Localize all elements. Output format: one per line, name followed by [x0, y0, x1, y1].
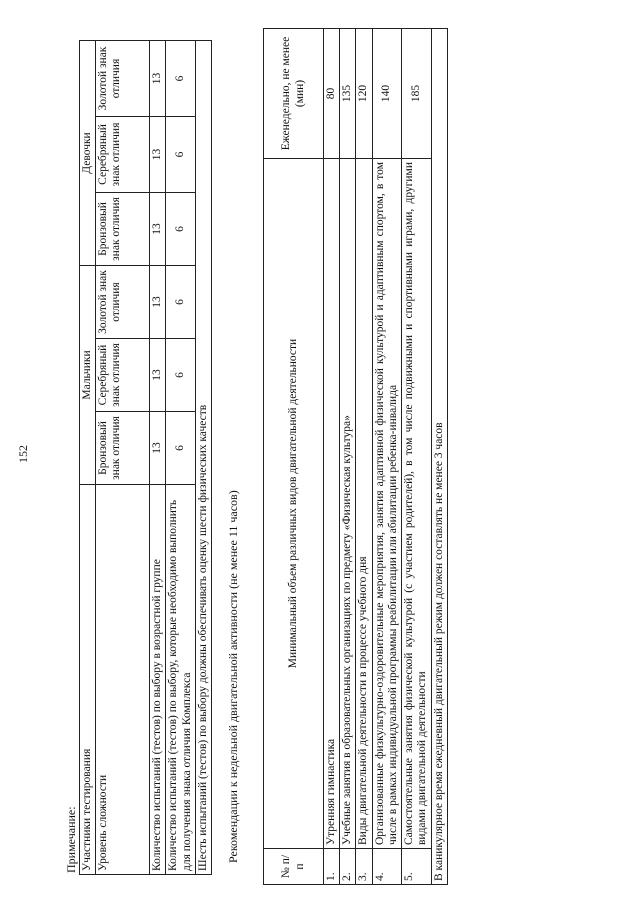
table-row: [150, 40, 166, 874]
col-header-activity: Минимальный объем различных видов двигательной деятельности: [264, 159, 324, 849]
table-cell: 6: [166, 339, 195, 412]
table-cell: 6: [166, 192, 195, 265]
row-label: Количество испытаний (тестов) по выбору в возрастной группе: [150, 485, 166, 875]
table-cell: 6: [166, 40, 195, 116]
table-row: [166, 40, 195, 874]
row-number: 2.: [340, 849, 356, 885]
row-activity: Виды двигательной деятельности в процессе учебного дня: [356, 159, 372, 849]
row-value: 135: [340, 29, 356, 159]
activity-table: [263, 28, 448, 885]
table-cell: 6: [166, 265, 195, 338]
level-header-silver: Серебряный знак отличия: [96, 116, 150, 192]
level-header-gold: Золотой знак отличия: [96, 40, 150, 116]
level-header-gold: Золотой знак отличия: [96, 265, 150, 338]
table-cell: 13: [150, 116, 166, 192]
row-value: 140: [372, 29, 401, 159]
table-footer-note: В каникулярное время ежедневный двигательный режим должен составлять не менее 3 часов: [431, 29, 447, 885]
table-row: [356, 29, 372, 885]
table-row: [324, 29, 340, 885]
table-cell: 13: [150, 339, 166, 412]
row-activity: Утренняя гимнастика: [324, 159, 340, 849]
table-cell: 6: [166, 116, 195, 192]
level-header-bronze: Бронзовый знак отличия: [96, 192, 150, 265]
row-value: 120: [356, 29, 372, 159]
group-header-girls: Девочки: [80, 40, 96, 265]
row-number: 5.: [402, 849, 431, 885]
group-header-boys: Мальчики: [80, 265, 96, 484]
notes-label: Примечание:: [64, 806, 78, 873]
testing-table: [79, 40, 212, 875]
col-header-weekly: Еженедельно, не менее (мин): [264, 29, 324, 159]
row-activity: Учебные занятия в образовательных организациях по предмету «Физическая культура»: [340, 159, 356, 849]
row-number: 3.: [356, 849, 372, 885]
level-header-silver: Серебряный знак отличия: [96, 339, 150, 412]
row-value: 80: [324, 29, 340, 159]
table-row: [372, 29, 401, 885]
row-label: Количество испытаний (тестов) по выбору, которые необходимо выполнить для получения знака отличия Комплекса: [166, 485, 195, 875]
table-cell: 13: [150, 412, 166, 485]
table-cell: 13: [150, 40, 166, 116]
table-row: [340, 29, 356, 885]
row-number: 1.: [324, 849, 340, 885]
table-footer-note: Шесть испытаний (тестов) по выбору должны обеспечивать оценку шести физических качеств: [195, 40, 211, 874]
table-cell: 6: [166, 412, 195, 485]
table-row: [402, 29, 431, 885]
row-activity: Самостоятельные занятия физической культурой (с участием родителей), в том числе подвижными и спортивными играми, другими видами двигательной деятельности: [402, 159, 431, 849]
col-header-number: № п/п: [264, 849, 324, 885]
level-header-bronze: Бронзовый знак отличия: [96, 412, 150, 485]
table-cell: 13: [150, 265, 166, 338]
difficulty-label: Уровень сложности: [96, 485, 150, 875]
recommendations-title: Рекомендации к недельной двигательной активности (не менее 11 часов): [226, 490, 240, 863]
page-number: 152: [16, 445, 30, 463]
row-number: 4.: [372, 849, 401, 885]
row-value: 185: [402, 29, 431, 159]
row-activity: Организованные физкультурно-оздоровительные мероприятия, занятия адаптивной физической культурой и адаптивным спортом, в том числе в рамках индивидуальной программы реабилитации или абилитации ребенка-инвалида: [372, 159, 401, 849]
participants-label: Участники тестирования: [80, 485, 96, 875]
table-cell: 13: [150, 192, 166, 265]
